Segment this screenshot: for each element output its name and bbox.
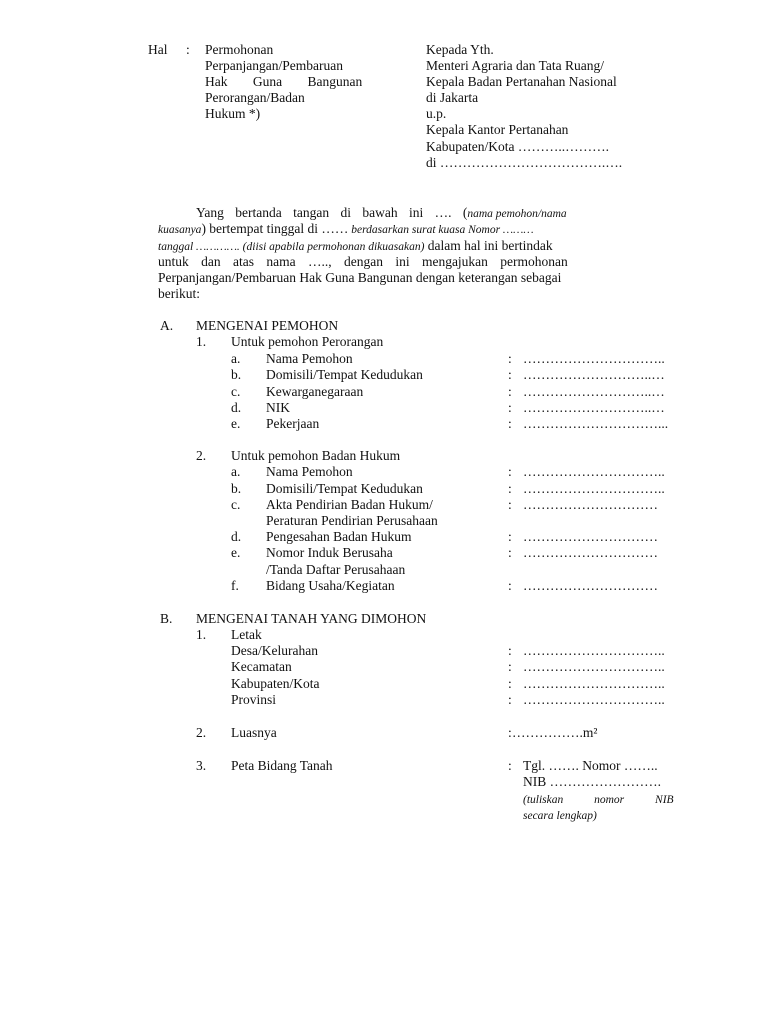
letak-colon-kabupaten: : [508, 676, 512, 691]
sub2-title: Untuk pemohon Badan Hukum [231, 448, 401, 463]
sub1-label-e: Pekerjaan [266, 416, 320, 431]
letak-colon-desa: : [508, 643, 512, 658]
sub2-colon-a: : [508, 464, 512, 479]
intro-line-5: Perpanjangan/Pembaruan Hak Guna Bangunan dengan keterangan sebagai [158, 270, 562, 285]
peta-num: 3. [196, 758, 207, 773]
kepada-line-5: u.p. [426, 106, 447, 121]
sub2-colon-d: : [508, 529, 512, 544]
kepada-line-3: Kepala Badan Pertanahan Nasional [426, 74, 617, 89]
sub2-label-c: Akta Pendirian Badan Hukum/ [266, 497, 433, 512]
sub2-colon-b: : [508, 481, 512, 496]
sub2-label-a: Nama Pemohon [266, 464, 353, 479]
letak-title: Letak [231, 627, 262, 642]
letak-colon-provinsi: : [508, 692, 512, 707]
hal-line-4: Perorangan/Badan [205, 90, 305, 105]
sub2-label-c-line2: Peraturan Pendirian Perusahaan [266, 513, 438, 528]
sub1-label-b: Domisili/Tempat Kedudukan [266, 367, 423, 382]
letak-label-kabupaten: Kabupaten/Kota [231, 676, 320, 691]
sub2-label-b: Domisili/Tempat Kedudukan [266, 481, 423, 496]
hal-colon: : [186, 42, 190, 57]
hal-label: Hal [148, 42, 168, 57]
sub2-letter-c: c. [231, 497, 241, 512]
section-a-marker: A. [160, 318, 174, 333]
letak-label-desa: Desa/Kelurahan [231, 643, 318, 658]
sub1-letter-d: d. [231, 400, 242, 415]
letak-value-kabupaten: ………………………….. [523, 676, 665, 691]
sub2-label-e-line2: /Tanda Daftar Perusahaan [266, 562, 406, 577]
peta-line-2: NIB ……………………. [523, 774, 661, 789]
sub2-letter-a: a. [231, 464, 241, 479]
kepada-line-7: Kabupaten/Kota ………..………. [426, 139, 609, 154]
sub1-colon-b: : [508, 367, 512, 382]
sub2-label-d: Pengesahan Badan Hukum [266, 529, 412, 544]
letak-value-provinsi: ………………………….. [523, 692, 665, 707]
letak-value-kecamatan: ………………………….. [523, 659, 665, 674]
letak-num: 1. [196, 627, 207, 642]
hal-line-2: Perpanjangan/Pembaruan [205, 58, 343, 73]
luas-label: Luasnya [231, 725, 277, 740]
sub1-letter-c: c. [231, 384, 241, 399]
luas-num: 2. [196, 725, 207, 740]
letak-label-provinsi: Provinsi [231, 692, 277, 707]
kepada-line-6: Kepala Kantor Pertanahan [426, 122, 569, 137]
sub2-value-b: ………………………….. [523, 481, 665, 496]
sub1-letter-a: a. [231, 351, 241, 366]
section-a-title: MENGENAI PEMOHON [196, 318, 339, 333]
hal-line-1: Permohonan [205, 42, 274, 57]
sub2-label-f: Bidang Usaha/Kegiatan [266, 578, 395, 593]
sub2-value-c: ………………………… [523, 497, 658, 512]
sub2-num: 2. [196, 448, 207, 463]
sub2-colon-e: : [508, 545, 512, 560]
sub1-num: 1. [196, 334, 207, 349]
kepada-line-2: Menteri Agraria dan Tata Ruang/ [426, 58, 604, 73]
intro-line-6: berikut: [158, 286, 200, 301]
kepada-line-8: di ……………………………….…. [426, 155, 623, 170]
letak-label-kecamatan: Kecamatan [231, 659, 292, 674]
hal-line-3: Hak Guna Bangunan [205, 74, 363, 89]
sub1-colon-c: : [508, 384, 512, 399]
sub1-label-a: Nama Pemohon [266, 351, 353, 366]
sub1-colon-a: : [508, 351, 512, 366]
sub1-title: Untuk pemohon Perorangan [231, 334, 384, 349]
sub1-letter-e: e. [231, 416, 241, 431]
peta-colon: : [508, 758, 512, 773]
sub2-letter-f: f. [231, 578, 239, 593]
sub1-colon-d: : [508, 400, 512, 415]
sub2-value-a: ………………………….. [523, 464, 665, 479]
sub1-label-d: NIK [266, 400, 290, 415]
peta-label: Peta Bidang Tanah [231, 758, 333, 773]
sub2-colon-c: : [508, 497, 512, 512]
luas-value: …………….m² [512, 725, 598, 740]
sub2-value-d: ………………………… [523, 529, 658, 544]
section-b-title: MENGENAI TANAH YANG DIMOHON [196, 611, 427, 626]
sub2-letter-e: e. [231, 545, 241, 560]
sub1-label-c: Kewarganegaraan [266, 384, 364, 399]
letak-value-desa: ………………………….. [523, 643, 665, 658]
sub2-letter-d: d. [231, 529, 242, 544]
letak-colon-kecamatan: : [508, 659, 512, 674]
intro-line-4: untuk dan atas nama ….., dengan ini mengajukan permohonan [158, 254, 568, 269]
peta-line-1: Tgl. ……. Nomor …….. [523, 758, 658, 773]
sub1-colon-e: : [508, 416, 512, 431]
section-b-marker: B. [160, 611, 173, 626]
sub1-value-d: ………………………..… [523, 400, 665, 415]
peta-note-2: secara lengkap) [523, 810, 597, 822]
sub2-letter-b: b. [231, 481, 242, 496]
hal-line-5: Hukum *) [205, 106, 261, 121]
peta-note-1: (tuliskan nomor NIB [523, 794, 674, 806]
sub2-value-e: ………………………… [523, 545, 658, 560]
sub1-value-c: ………………………..… [523, 384, 665, 399]
luas-colon: : [508, 725, 512, 740]
intro-line-3: tanggal …………. (diisi apabila permohonan dikuasakan) dalam hal ini bertindak [158, 238, 553, 253]
sub1-value-b: ………………………..… [523, 367, 665, 382]
sub1-letter-b: b. [231, 367, 242, 382]
sub1-value-a: ………………………….. [523, 351, 665, 366]
sub2-value-f: ………………………… [523, 578, 658, 593]
sub2-colon-f: : [508, 578, 512, 593]
intro-line-2: kuasanya) bertempat tinggal di …… berdasarkan surat kuasa Nomor ……… [158, 221, 534, 236]
intro-line-1: Yang bertanda tangan di bawah ini …. (nama pemohon/nama [196, 205, 567, 220]
sub2-label-e: Nomor Induk Berusaha [266, 545, 393, 560]
kepada-line-4: di Jakarta [426, 90, 479, 105]
sub1-value-e: …………………………... [523, 416, 669, 431]
kepada-line-1: Kepada Yth. [426, 42, 494, 57]
